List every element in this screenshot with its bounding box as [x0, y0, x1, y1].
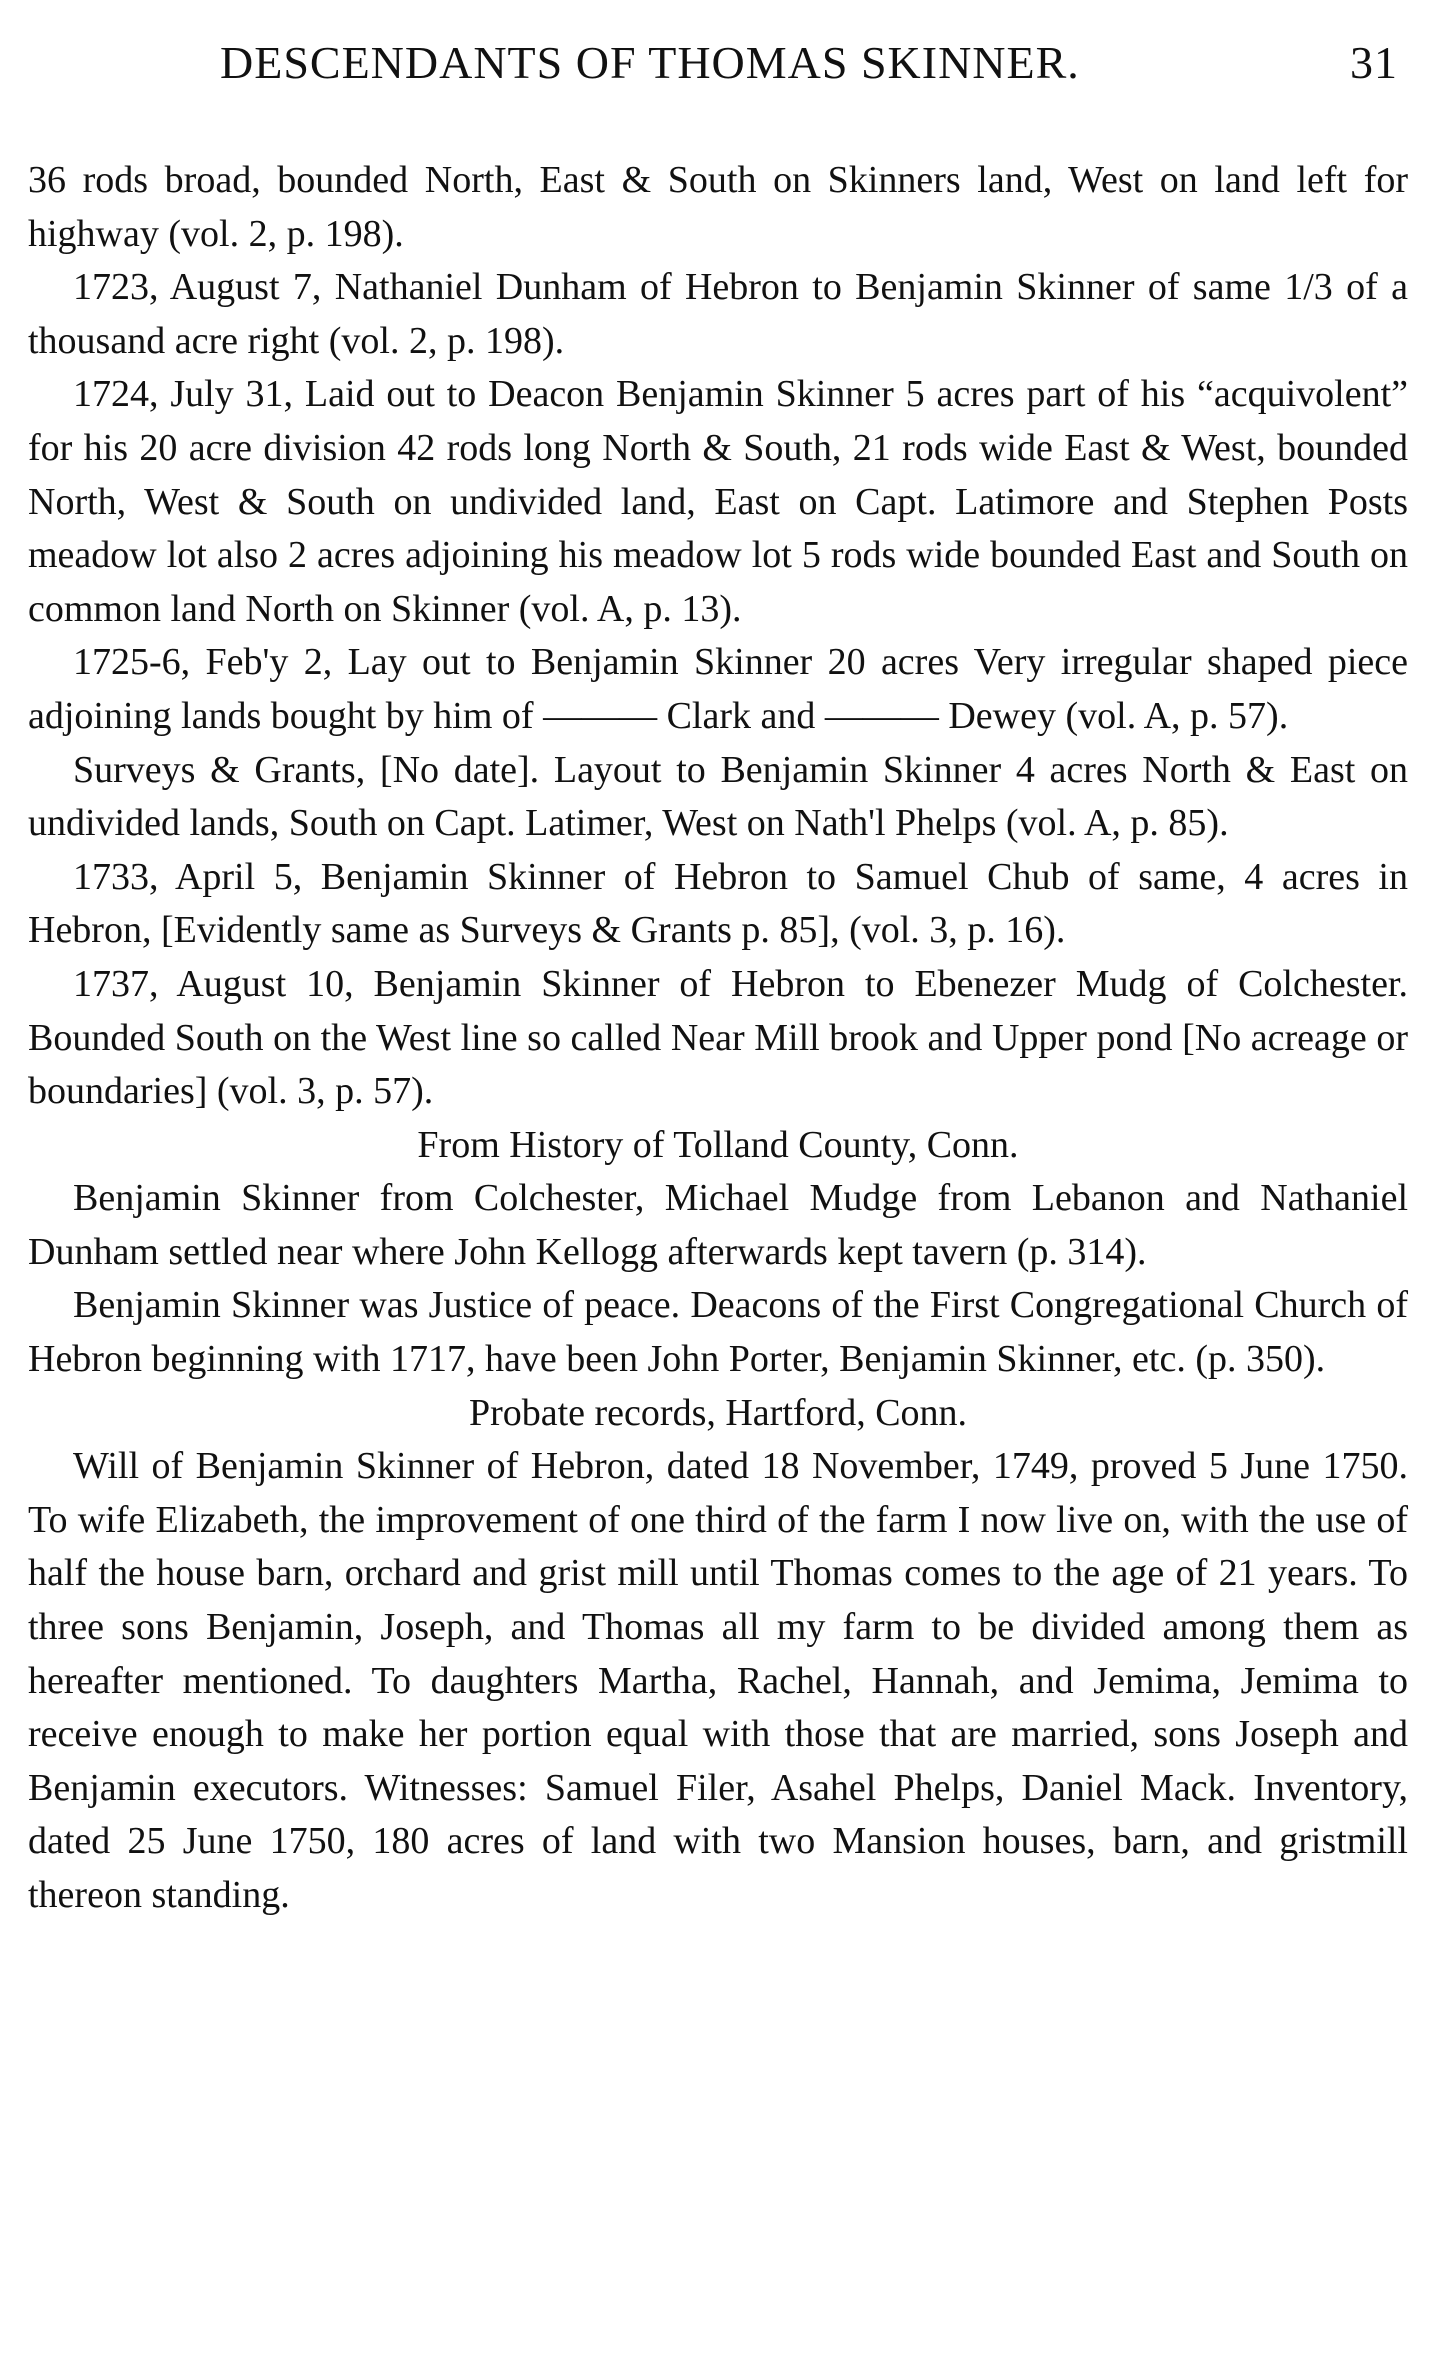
page-number: 31: [1350, 37, 1398, 88]
paragraph-will: Will of Benjamin Skinner of Hebron, dated 18 November, 1749, proved 5 June 1750. To wife Elizabeth, the improvement of one third of the farm I now live on, with the use of half the house barn, orchard and grist mill until Thomas comes to the age of 21 years. To three sons Benjamin, Joseph, and Thomas all my farm to be divided among them as hereafter mentioned. To daughters Martha, Rachel, Hannah, and Jemima, Jemima to receive enough to make her portion equal with those that are married, sons Joseph and Benjamin executors. Witnesses: Samuel Filer, Asahel Phelps, Daniel Mack. Inventory, dated 25 June 1750, 180 acres of land with two Mansion houses, barn, and gristmill thereon standing.: [28, 1445, 1408, 1916]
paragraph-1724-layout: 1724, July 31, Laid out to Deacon Benjamin Skinner 5 acres part of his “acquivolent” for his 20 acre division 42 rods long North & South, 21 rods wide East & West, bounded North, West & South on undivided land, East on Capt. Latimore and Stephen Posts meadow lot also 2 acres adjoining his meadow lot 5 rods wide bounded East and South on common land North on Skinner (vol. A, p. 13).: [28, 373, 1408, 630]
section-heading-probate-records: Probate records, Hartford, Conn.: [468, 1391, 968, 1434]
paragraph-1733-deed: 1733, April 5, Benjamin Skinner of Hebron to Samuel Chub of same, 4 acres in Hebron, [Evidently same as Surveys & Grants p. 85], (vol. 3, p. 16).: [28, 855, 1408, 952]
paragraph-settlement: Benjamin Skinner from Colchester, Michael Mudge from Lebanon and Nathaniel Dunham settled near where John Kellogg afterwards kept tavern (p. 314).: [28, 1177, 1408, 1273]
header-title: DESCENDANTS OF THOMAS SKINNER.: [220, 37, 1080, 88]
paragraph-justice-deacons: Benjamin Skinner was Justice of peace. Deacons of the First Congregational Church of Hebron beginning with 1717, have been John Porter, Benjamin Skinner, etc. (p. 350).: [28, 1284, 1408, 1381]
paragraph-1723-deed: 1723, August 7, Nathaniel Dunham of Hebron to Benjamin Skinner of same 1/3 of a thousand acre right (vol. 2, p. 198).: [28, 266, 1408, 362]
paragraph-continuation: 36 rods broad, bounded North, East & South on Skinners land, West on land left for highway (vol. 2, p. 198).: [28, 159, 1408, 255]
body-text: [28, 154, 1408, 1923]
paragraph-1725-layout: 1725-6, Feb'y 2, Lay out to Benjamin Skinner 20 acres Very irregular shaped piece adjoining lands bought by him of ——— Clark and ——— Dewey (vol. A, p. 57).: [28, 641, 1408, 737]
paragraph-surveys-grants: Surveys & Grants, [No date]. Layout to Benjamin Skinner 4 acres North & East on undivided lands, South on Capt. Latimer, West on Nath'l Phelps (vol. A, p. 85).: [28, 748, 1408, 845]
paragraph-1737-deed: 1737, August 10, Benjamin Skinner of Hebron to Ebenezer Mudg of Colchester. Bounded South on the West line so called Near Mill brook and Upper pond [No acreage or boundaries] (vol. 3, p. 57).: [28, 962, 1408, 1113]
section-heading-tolland-history: From History of Tolland County, Conn.: [417, 1123, 1019, 1166]
document-page: [28, 30, 1408, 1923]
running-header: [28, 30, 1408, 100]
